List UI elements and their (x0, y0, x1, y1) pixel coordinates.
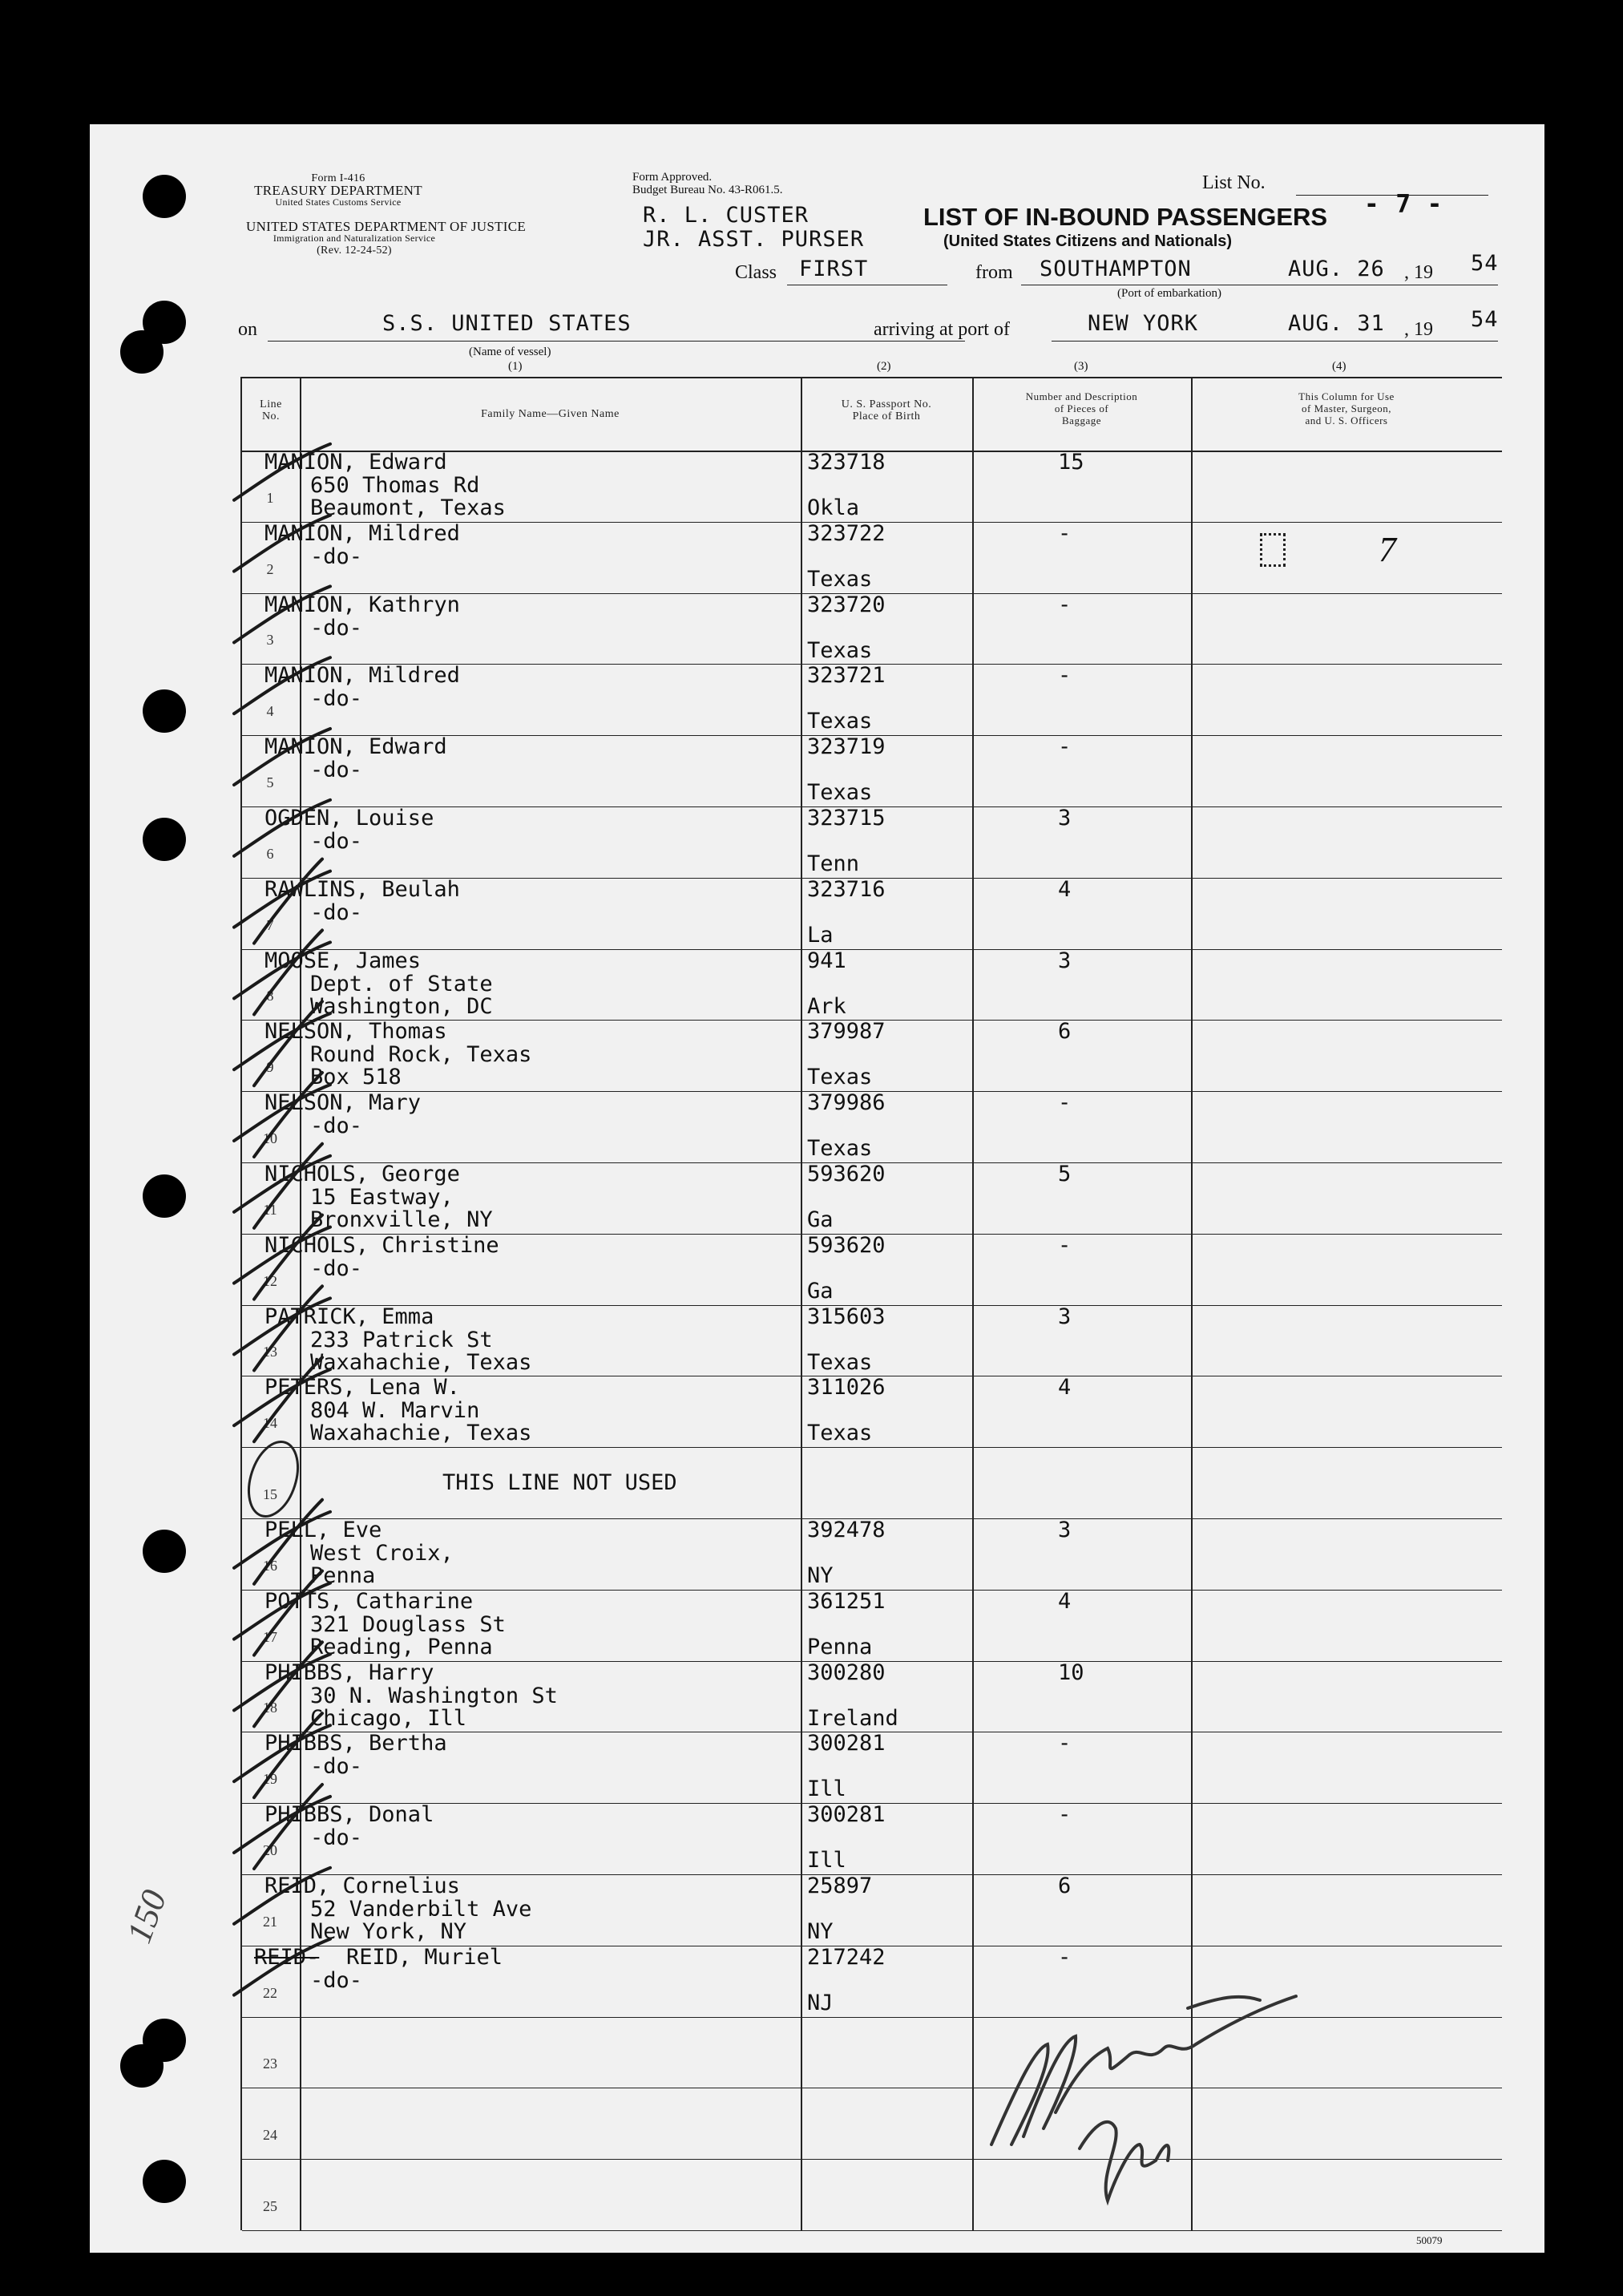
place-of-birth: Texas (807, 1136, 873, 1162)
baggage-count: 3 (1058, 806, 1072, 831)
line-number: 2 (266, 560, 274, 577)
justice-block (246, 219, 527, 257)
line-number: 5 (266, 774, 274, 790)
binder-hole (143, 175, 186, 218)
passenger-address-2: Waxahachie, Texas (310, 1421, 532, 1446)
passport-number: 593620 (807, 1162, 886, 1186)
passenger-name: MOOSE, James (264, 948, 422, 973)
passenger-name: POTTS, Catharine (264, 1588, 474, 1614)
table-row (242, 1946, 1502, 2018)
baggage-count: 3 (1058, 1304, 1072, 1329)
passport-number: 323722 (807, 520, 886, 546)
passport-number: 392478 (807, 1518, 886, 1542)
purser-title: JR. ASST. PURSER (643, 227, 865, 252)
baggage-count: 4 (1058, 876, 1072, 902)
passenger-name: PATRICK, Emma (264, 1304, 434, 1329)
from-label: from (975, 262, 1013, 283)
binder-hole (120, 2044, 164, 2088)
passenger-address-1: 804 W. Marvin (310, 1398, 480, 1424)
table-row (242, 2017, 1502, 2089)
table-row (242, 1518, 1502, 1591)
place-of-birth: Texas (807, 709, 873, 734)
line-number: 17 (263, 1628, 277, 1645)
passenger-address-1: 321 Douglass St (310, 1611, 506, 1637)
arrival-year-prefix: , 19 (1404, 319, 1433, 340)
baggage-count: - (1058, 1731, 1072, 1756)
passenger-address-1: -do- (310, 615, 363, 641)
vessel-caption: (Name of vessel) (469, 346, 551, 358)
baggage-count: - (1058, 1232, 1072, 1258)
footer-form-number: 50079 (1416, 2234, 1443, 2246)
passport-number: 25897 (807, 1874, 873, 1898)
passenger-address-2: Reading, Penna (310, 1634, 493, 1659)
line-number: 21 (263, 1913, 277, 1930)
place-of-birth: NY (807, 1563, 834, 1588)
passenger-address-2: Box 518 (310, 1065, 402, 1090)
struck-text: REID- (254, 1944, 320, 1970)
baggage-count: - (1058, 734, 1072, 760)
passenger-address-2: Washington, DC (310, 993, 493, 1019)
passenger-address-1: -do- (310, 899, 363, 925)
manifest-page (90, 124, 1544, 2253)
passenger-address-1: 650 Thomas Rd (310, 473, 480, 498)
passenger-name: RAWLINS, Beulah (264, 876, 460, 902)
col3-number: (3) (1074, 360, 1088, 373)
line-number: 1 (266, 489, 274, 506)
passenger-name: MANION, Edward (264, 450, 447, 475)
table-row (242, 806, 1502, 879)
passenger-name: MANION, Mildred (264, 663, 460, 689)
baggage-count: 5 (1058, 1162, 1072, 1186)
line-number: 22 (263, 1984, 277, 2001)
passport-number: 323720 (807, 592, 886, 617)
passenger-name: NELSON, Mary (264, 1090, 422, 1116)
line-number: 14 (263, 1415, 277, 1432)
place-of-birth: Texas (807, 1421, 873, 1446)
passenger-address-1: -do- (310, 829, 363, 854)
form-id-block (234, 172, 442, 208)
vessel-name: S.S. UNITED STATES (382, 311, 632, 336)
baggage-count: - (1058, 592, 1072, 617)
form-number: Form I-416 (311, 172, 365, 184)
baggage-count: 3 (1058, 1518, 1072, 1542)
table-row (242, 1234, 1502, 1306)
passenger-address-1: -do- (310, 1255, 363, 1281)
line-number: 7 (266, 916, 274, 933)
binder-hole (143, 689, 186, 733)
col1-number: (1) (508, 360, 523, 373)
table-row (242, 2159, 1502, 2231)
table-row (242, 522, 1502, 594)
line-number: 12 (263, 1272, 277, 1289)
list-number: - 7 - (1364, 190, 1443, 219)
passport-number: 217242 (807, 1944, 886, 1970)
binder-hole (143, 1530, 186, 1573)
table-row (242, 1661, 1502, 1733)
line-number: 6 (266, 845, 274, 862)
line-not-used: THIS LINE NOT USED (442, 1470, 677, 1496)
passenger-name: MANION, Kathryn (264, 592, 460, 617)
form-approved: Form Approved. (632, 171, 713, 184)
passenger-address-1: -do- (310, 1825, 363, 1851)
embark-port: SOUTHAMPTON (1040, 257, 1192, 281)
line-number: 19 (263, 1771, 277, 1788)
passenger-name: PHIBBS, Harry (264, 1659, 434, 1685)
binder-hole (143, 2160, 186, 2203)
treasury-dept: TREASURY DEPARTMENT (254, 183, 422, 198)
list-no-label: List No. (1202, 172, 1266, 193)
passport-number: 323716 (807, 876, 886, 902)
passenger-address-1: 30 N. Washington St (310, 1683, 558, 1708)
passenger-name: NELSON, Thomas (264, 1019, 447, 1045)
place-of-birth: Penna (807, 1634, 873, 1659)
passport-number: 593620 (807, 1232, 886, 1258)
passenger-address-2: Penna (310, 1563, 376, 1588)
passport-number: 300280 (807, 1659, 886, 1685)
passenger-address-1: -do- (310, 1114, 363, 1139)
binder-hole (143, 818, 186, 861)
table-row (242, 878, 1502, 950)
baggage-count: 6 (1058, 1019, 1072, 1045)
place-of-birth: Okla (807, 495, 860, 520)
place-of-birth: Ga (807, 1278, 834, 1304)
place-of-birth: NJ (807, 1990, 834, 2015)
passport-number: 323721 (807, 663, 886, 689)
passenger-name: NICHOLS, Christine (264, 1232, 499, 1258)
table-row (242, 1803, 1502, 1875)
passenger-name: MANION, Mildred (264, 520, 460, 546)
passport-number: 311026 (807, 1375, 886, 1401)
passenger-address-2: Waxahachie, Texas (310, 1349, 532, 1375)
embark-caption: (Port of embarkation) (1117, 287, 1221, 300)
baggage-count: 15 (1058, 450, 1084, 475)
passenger-name: REID, Muriel (346, 1944, 503, 1970)
place-of-birth: Texas (807, 637, 873, 663)
baggage-count: 3 (1058, 948, 1072, 973)
place-of-birth: NY (807, 1919, 834, 1944)
place-of-birth: Texas (807, 1349, 873, 1375)
justice-dept: UNITED STATES DEPARTMENT OF JUSTICE (246, 219, 527, 234)
form-title: LIST OF IN-BOUND PASSENGERS (923, 203, 1328, 231)
table-row (242, 1376, 1502, 1448)
passenger-address-1: 15 Eastway, (310, 1185, 454, 1210)
table-row (242, 1305, 1502, 1377)
baggage-count: - (1058, 520, 1072, 546)
line-number: 23 (263, 2055, 277, 2072)
line-number: 24 (263, 2127, 277, 2144)
arrival-date: AUG. 31 (1288, 311, 1385, 336)
passport-number: 941 (807, 948, 846, 973)
passport-number: 379987 (807, 1019, 886, 1045)
line-number: 4 (266, 703, 274, 720)
passenger-name: REID, Cornelius (264, 1874, 460, 1898)
place-of-birth: Ill (807, 1777, 846, 1802)
passenger-address-1: -do- (310, 1967, 363, 1993)
line-number: 8 (266, 988, 274, 1004)
officer-mark-stamp (1260, 533, 1286, 567)
passenger-address-1: 52 Vanderbilt Ave (310, 1897, 532, 1922)
passenger-address-2: New York, NY (310, 1919, 467, 1944)
place-of-birth: Ark (807, 993, 846, 1019)
passenger-name: PHIBBS, Donal (264, 1802, 434, 1828)
passport-number: 323718 (807, 450, 886, 475)
place-of-birth: Ga (807, 1207, 834, 1232)
table-row (242, 1447, 1502, 1519)
line-number: 11 (263, 1201, 277, 1218)
table-row (242, 451, 1502, 523)
place-of-birth: Texas (807, 1065, 873, 1090)
header-officers: This Column for Use of Master, Surgeon, and U. S. Officers (1298, 390, 1395, 426)
table-row (242, 949, 1502, 1021)
officer-mark: 7 (1379, 530, 1397, 569)
line-number: 9 (266, 1059, 274, 1076)
arrival-port: NEW YORK (1088, 311, 1199, 336)
line-number: 16 (263, 1557, 277, 1574)
class-value: FIRST (799, 257, 869, 281)
table-row (242, 1732, 1502, 1804)
line-number: 18 (263, 1700, 277, 1716)
header-baggage: Number and Description of Pieces of Baggage (1025, 390, 1138, 426)
passenger-name: PHIBBS, Bertha (264, 1731, 447, 1756)
form-subtitle: (United States Citizens and Nationals) (943, 232, 1233, 250)
passenger-name: NICHOLS, George (264, 1162, 460, 1186)
embark-date: AUG. 26 (1288, 257, 1385, 281)
col2-number: (2) (877, 360, 891, 373)
baggage-count: - (1058, 1090, 1072, 1116)
header-line-no: Line No. (260, 398, 282, 422)
customs-service: United States Customs Service (275, 196, 402, 208)
passenger-address-2: Bronxville, NY (310, 1207, 493, 1232)
passenger-address-2: Chicago, Ill (310, 1705, 467, 1731)
line-number: 3 (266, 632, 274, 649)
passenger-address-1: -do- (310, 758, 363, 783)
table-row (242, 664, 1502, 736)
table-row (242, 1162, 1502, 1235)
passenger-name: MANION, Edward (264, 734, 447, 760)
line-number: 25 (263, 2197, 277, 2214)
binder-hole (120, 330, 164, 374)
passenger-address-1: -do- (310, 544, 363, 569)
table-row (242, 593, 1502, 665)
table-row (242, 735, 1502, 807)
margin-note: 150 (119, 1885, 175, 1948)
place-of-birth: Texas (807, 780, 873, 806)
embark-year-prefix: , 19 (1404, 262, 1433, 283)
header-passport: U. S. Passport No. Place of Birth (841, 398, 932, 422)
passport-number: 315603 (807, 1304, 886, 1329)
baggage-count: - (1058, 1944, 1072, 1970)
line-number: 15 (263, 1486, 277, 1502)
passport-number: 323719 (807, 734, 886, 760)
passport-number: 323715 (807, 806, 886, 831)
arriving-label: arriving at port of (874, 319, 1010, 340)
table-row (242, 1091, 1502, 1163)
baggage-count: 10 (1058, 1659, 1084, 1685)
passenger-name: PETERS, Lena W. (264, 1375, 460, 1401)
table-row (242, 1020, 1502, 1092)
passenger-address-1: 233 Patrick St (310, 1327, 493, 1352)
header-name: Family Name—Given Name (481, 408, 620, 420)
revision: (Rev. 12-24-52) (317, 245, 392, 257)
baggage-count: 6 (1058, 1874, 1072, 1898)
table-row (242, 1874, 1502, 1946)
baggage-count: - (1058, 1802, 1072, 1828)
passenger-address-1: Dept. of State (310, 971, 493, 996)
baggage-count: 4 (1058, 1375, 1072, 1401)
purser-name: R. L. CUSTER (643, 203, 809, 228)
baggage-count: - (1058, 663, 1072, 689)
place-of-birth: Tenn (807, 851, 860, 876)
passenger-address-1: -do- (310, 1754, 363, 1780)
passport-number: 379986 (807, 1090, 886, 1116)
binder-hole (143, 1174, 186, 1218)
budget-bureau: Budget Bureau No. 43-R061.5. (632, 184, 783, 196)
passenger-address-1: -do- (310, 686, 363, 712)
passport-number: 361251 (807, 1588, 886, 1614)
line-number: 20 (263, 1841, 277, 1858)
line-number: 10 (263, 1130, 277, 1146)
passport-number: 300281 (807, 1731, 886, 1756)
class-label: Class (735, 262, 777, 283)
place-of-birth: Ireland (807, 1705, 898, 1731)
passport-number: 300281 (807, 1802, 886, 1828)
place-of-birth: Ill (807, 1848, 846, 1874)
arrival-year: 54 (1471, 307, 1499, 332)
passenger-address-1: Round Rock, Texas (310, 1042, 532, 1068)
table-row (242, 1590, 1502, 1662)
passenger-name: PELL, Eve (264, 1518, 382, 1542)
passenger-name: OGDEN, Louise (264, 806, 434, 831)
baggage-count: 4 (1058, 1588, 1072, 1614)
passenger-address-2: Beaumont, Texas (310, 495, 506, 520)
embark-year: 54 (1471, 251, 1499, 276)
col4-number: (4) (1332, 360, 1346, 373)
line-number: 13 (263, 1344, 277, 1360)
ins-service: Immigration and Naturalization Service (273, 232, 436, 244)
table-row (242, 2088, 1502, 2160)
passenger-table (240, 377, 1502, 2230)
passenger-address-1: West Croix, (310, 1541, 454, 1566)
place-of-birth: Texas (807, 566, 873, 592)
place-of-birth: La (807, 922, 834, 948)
on-label: on (238, 319, 257, 340)
